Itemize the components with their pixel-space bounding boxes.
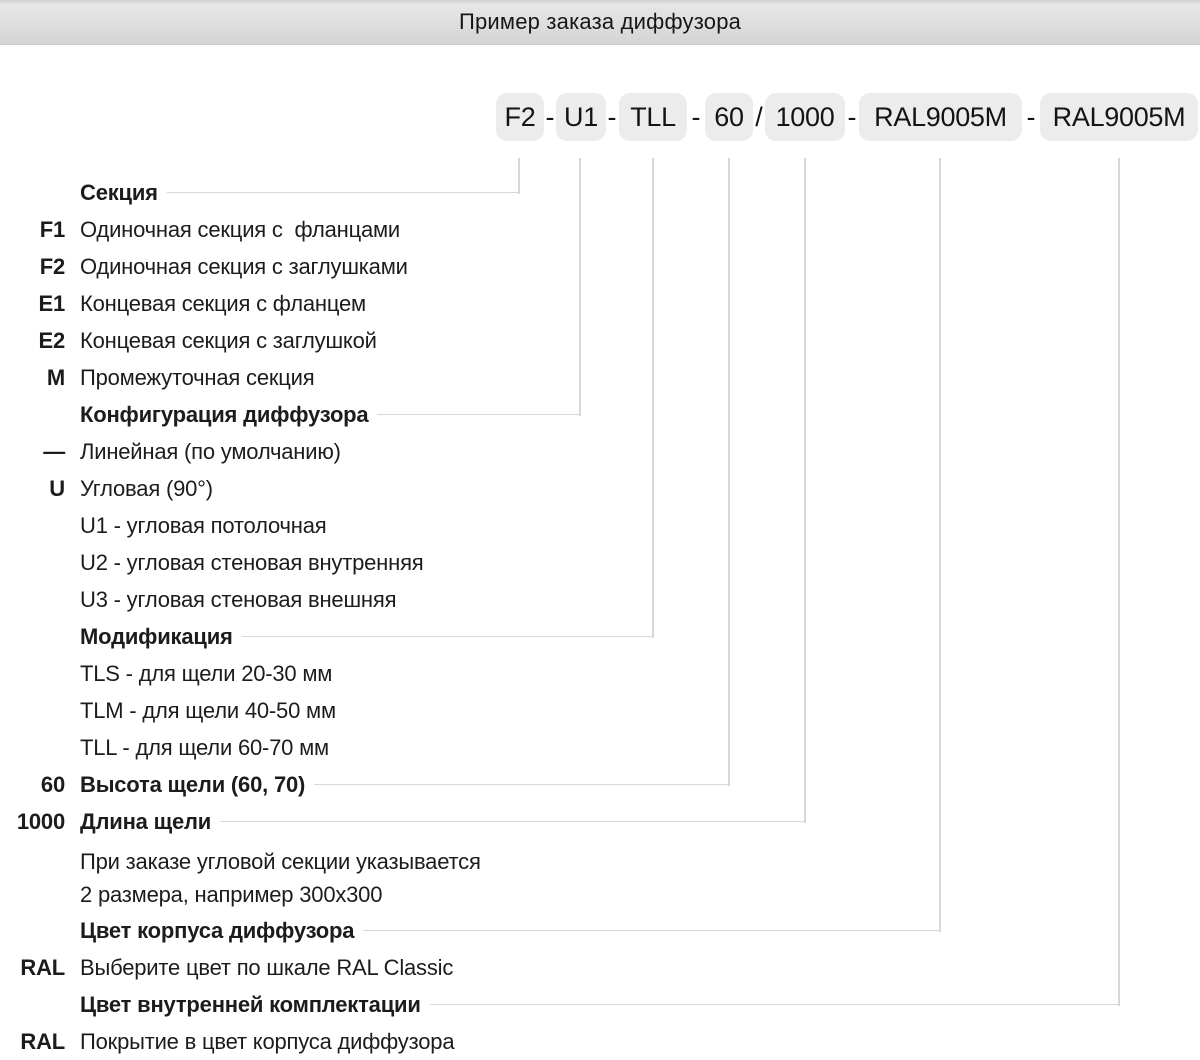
legend-item-linear: — Линейная (по умолчанию) <box>43 438 341 464</box>
connector-horizontal-modification <box>242 636 654 638</box>
legend-item-u: U Угловая (90°) <box>49 475 213 501</box>
separator-dash-5: - <box>1026 101 1036 132</box>
connector-horizontal-slot-height <box>314 784 730 786</box>
legend-item-f1: F1 Одиночная секция с фланцами <box>39 216 401 242</box>
code-block-modification: TLL <box>619 93 687 141</box>
code-block-slot-height: 60 <box>705 93 753 141</box>
separator-slash: / <box>755 101 763 132</box>
connector-horizontal-section <box>167 192 520 194</box>
legend-item-f2: F2 Одиночная секция с заглушками <box>39 253 408 279</box>
separator-dash-4: - <box>847 101 857 132</box>
legend-item-m: M Промежуточная секция <box>46 364 315 390</box>
legend-item-tll: TLL - для щели 60-70 мм <box>80 734 329 760</box>
separator-dash-1: - <box>545 101 555 132</box>
legend-heading-body-color: Цвет корпуса диффузора <box>0 912 941 949</box>
legend-item-ral-inner: RAL Покрытие в цвет корпуса диффузора <box>20 1028 455 1054</box>
legend-item-u2: U2 - угловая стеновая внутренняя <box>80 549 424 575</box>
title-bar <box>0 0 1200 45</box>
legend-item-ral-body: RAL Выберите цвет по шкале RAL Classic <box>20 954 454 980</box>
legend-heading-inner-color: Цвет внутренней комплектации <box>0 986 1120 1023</box>
connector-horizontal-body-color <box>363 930 941 932</box>
separator-dash-2: - <box>607 101 617 132</box>
legend-item-tls: TLS - для щели 20-30 мм <box>80 660 333 686</box>
code-block-section-type: F2 <box>496 93 544 141</box>
legend-item-e2: E2 Концевая секция с заглушкой <box>38 327 377 353</box>
legend-item-e1: E1 Концевая секция с фланцем <box>38 290 366 316</box>
connector-horizontal-slot-length <box>220 821 806 823</box>
legend-heading-modification: Модификация <box>0 618 654 655</box>
legend-item-u3: U3 - угловая стеновая внешняя <box>80 586 397 612</box>
code-block-slot-length: 1000 <box>765 93 845 141</box>
code-block-inner-color: RAL9005M <box>1040 93 1198 141</box>
legend-heading-slot-height: 60 Высота щели (60, 70) <box>0 766 730 803</box>
connector-horizontal-configuration <box>377 414 581 416</box>
page-title: Пример заказа диффузора <box>458 9 742 34</box>
legend-note-line-1: При заказе угловой секции указывается <box>80 848 481 874</box>
connector-horizontal-inner-color <box>430 1004 1120 1006</box>
legend-heading-configuration: Конфигурация диффузора <box>0 396 581 433</box>
legend-heading-section: Секция <box>0 174 520 211</box>
separator-dash-3: - <box>691 101 701 132</box>
code-block-body-color: RAL9005M <box>859 93 1022 141</box>
legend-item-tlm: TLM - для щели 40-50 мм <box>80 697 336 723</box>
legend <box>0 174 1200 1060</box>
legend-note-line-2: 2 размера, например 300x300 <box>80 882 383 907</box>
legend-heading-slot-length: 1000 Длина щели <box>0 803 806 840</box>
legend-item-u1: U1 - угловая потолочная <box>80 512 327 538</box>
code-block-configuration: U1 <box>556 93 606 141</box>
